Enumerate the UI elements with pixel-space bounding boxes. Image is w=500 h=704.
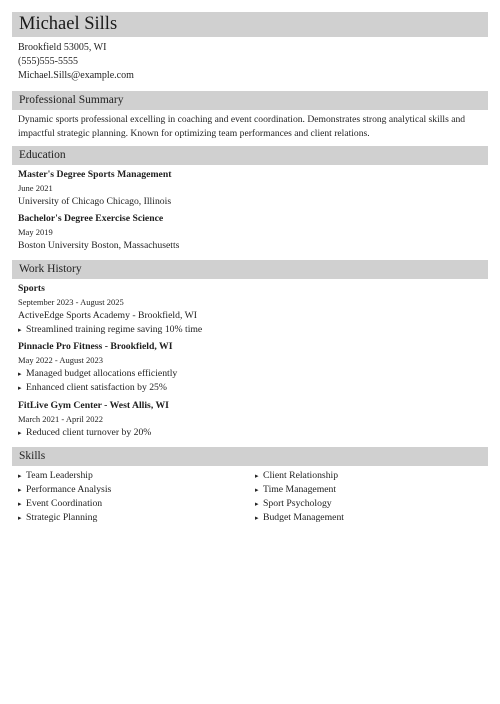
skill-item <box>18 511 249 525</box>
summary-heading <box>12 91 488 110</box>
skill-text: Time Management <box>263 484 337 496</box>
job-bullet-text: Enhanced client satisfaction by 25% <box>26 382 167 394</box>
job-bullet-text: Streamlined training regime saving 10% time <box>26 324 203 335</box>
job-title: Pinnacle Pro Fitness - Brookfield, WI <box>18 341 173 353</box>
job-bullets <box>12 426 488 440</box>
skill-text: Strategic Planning <box>26 512 98 524</box>
education-degree: Master's Degree Sports Management <box>18 169 172 180</box>
skills-heading <box>12 447 488 466</box>
skill-item <box>18 469 249 483</box>
education-heading <box>12 146 488 165</box>
bullet-icon: ▸ <box>18 370 22 379</box>
job-bullet <box>18 367 488 381</box>
bullet-icon: ▸ <box>18 326 22 334</box>
education-entry <box>12 168 488 209</box>
contact-address: Brookfield 53005, WI <box>18 42 107 53</box>
education-school: Boston University Boston, Massachusetts <box>18 240 180 251</box>
bullet-icon: ▸ <box>255 514 259 523</box>
contact-info <box>12 41 488 83</box>
skills-list <box>12 469 488 526</box>
job-company: ActiveEdge Sports Academy - Brookfield, WI <box>18 310 197 321</box>
job-title: FitLive Gym Center - West Allis, WI <box>18 399 169 411</box>
skill-text: Sport Psychology <box>263 498 332 510</box>
skill-item <box>18 483 249 497</box>
bullet-icon: ▸ <box>255 486 259 495</box>
job-dates: March 2021 - April 2022 <box>18 413 103 424</box>
education-entry <box>12 212 488 253</box>
candidate-name: Michael Sills <box>19 14 118 34</box>
job-bullet <box>18 323 488 337</box>
bullet-icon: ▸ <box>255 471 259 480</box>
job-title: Sports <box>18 283 45 294</box>
job-bullet-text: Reduced client turnover by 20% <box>26 426 152 438</box>
skill-item <box>255 497 486 511</box>
job-bullets <box>12 367 488 395</box>
bullet-icon: ▸ <box>18 486 22 495</box>
skills-bullets-left <box>12 469 249 526</box>
bullet-icon: ▸ <box>18 384 22 393</box>
contact-phone: (555)555-5555 <box>18 56 78 67</box>
job-bullet-text: Managed budget allocations efficiently <box>26 368 178 380</box>
skill-item <box>255 469 486 483</box>
education-date: June 2021 <box>18 183 53 193</box>
education-school: University of Chicago Chicago, Illinois <box>18 196 172 207</box>
job-bullets <box>12 323 488 337</box>
education-heading-label: Education <box>19 149 66 161</box>
bullet-icon: ▸ <box>18 471 22 480</box>
skill-item <box>255 511 486 525</box>
skill-text: Event Coordination <box>26 498 103 510</box>
work-history-heading-label: Work History <box>19 263 82 275</box>
job-entry <box>12 399 488 440</box>
job-dates: May 2022 - August 2023 <box>18 355 103 366</box>
skills-column-left <box>12 469 249 526</box>
skill-text: Client Relationship <box>263 469 339 481</box>
bullet-icon: ▸ <box>18 514 22 523</box>
skill-item <box>18 497 249 511</box>
skills-bullets-right <box>249 469 486 526</box>
work-history-heading <box>12 260 488 279</box>
job-entry <box>12 282 488 337</box>
skill-text: Performance Analysis <box>26 484 112 496</box>
skill-text: Budget Management <box>263 512 344 524</box>
job-bullet <box>18 426 488 440</box>
skills-heading-label: Skills <box>19 449 46 462</box>
skill-item <box>255 483 486 497</box>
bullet-icon: ▸ <box>18 428 22 437</box>
bullet-icon: ▸ <box>255 500 259 509</box>
contact-email: Michael.Sills@example.com <box>18 70 134 81</box>
skills-column-right <box>249 469 486 526</box>
bullet-icon: ▸ <box>18 500 22 509</box>
job-bullet <box>18 381 488 395</box>
skill-text: Team Leadership <box>26 469 93 481</box>
job-dates: September 2023 - August 2025 <box>18 297 124 307</box>
summary-heading-label: Professional Summary <box>19 94 124 106</box>
name-header <box>12 12 488 37</box>
job-entry <box>12 340 488 395</box>
education-degree: Bachelor's Degree Exercise Science <box>18 213 164 224</box>
summary-text: Dynamic sports professional excelling in coaching and event coordination. Demonstrates strong analytical skills and impactful strategic planning. Known for optimizing team performances and client relations. <box>18 114 466 139</box>
education-date: May 2019 <box>18 227 53 237</box>
